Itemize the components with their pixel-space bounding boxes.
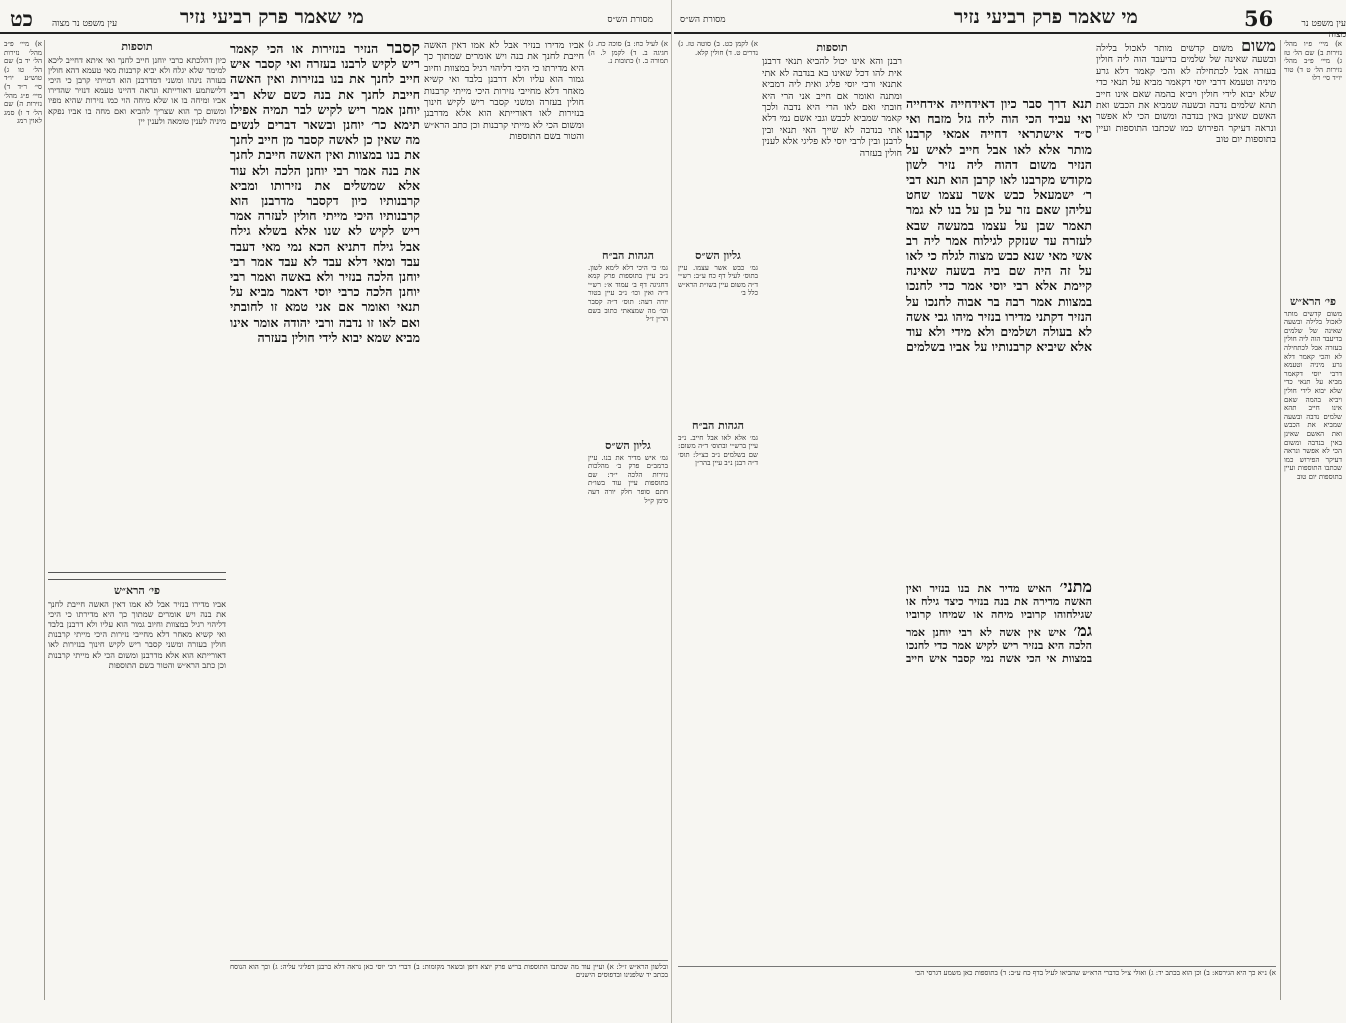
left-gilyon-box — [588, 440, 668, 640]
right-gemara-block-text: איש אין אשה לא רבי יוחנן אמר הלכה היא בנזיר ריש לקיש אמר כדי לחנכו במצוות אי הכי אשה נמי קסבר איש חייב — [906, 626, 1092, 664]
right-page — [674, 0, 1346, 1023]
right-tosafot-header: תוספות — [816, 41, 848, 54]
right-ein-mishpat: א) מיי׳ פ״ו מהל׳ נזירות ב) שם הל׳ טז ג) מיי׳ פ״ב מהל׳ נזירות הל׳ ט ד) טור יו״ד סי׳ רלו — [1284, 40, 1342, 83]
right-gemara-text: תנא דרך סבר כיון דאידחייה אידחייה ואי עביד הכי הוה ליה גזל מזבח ואי ס״ד אישתראי דחייה אמאי קרבנו מותר אלא לאו אבל חייב לאיש על הנזיר משום דהוה ליה נזיר לשון מקודש מקרבנו לאו קרבן הוא תנא דבי ר׳ ישמעאל כבש אשר עצמו שחט עליהן שאם נזר על בן על בנו לא גמר תאמר שבן על עצמו במעשה שבא לעזרה עד שנזקק לגילוח אמר ליה רב אשי מאי שנא כבש מצוה לגלח כי לאו על זה היה שם ביה בשעה שאינה קיימת אלא רבי יוסי אמר כדי לחנכו במצוות אמר רבה בר אבוה לחנכו על הנזיר דקתני מדירו בנזיר מיהו גבי אשה לא בעולה ושלמים ולא מידי ולא עוד אלא שיביא קרבנותיו על אביו בשלמים — [906, 96, 1092, 355]
right-hagahot-box — [678, 420, 758, 580]
left-inner-commentary-text: אביו מדירו בנזיר אבל לא אמו דאין האשה חייבת לחנך את בנה ויש אומרים שמתוך כך היא מדירתו כי היכי דליהוי רגיל במצוות וחיוב גמור הוא עליו ולא דרבנן בלבד ואי קשיא מאחר דלא מחייבי נזירות היכי מייתי קרבנות חולין בעזרה ומשני קסבר ריש לקיש חינוך בנזירות לאו דאורייתא הוא אלא מדרבנן ומשום הכי לא מייתי קרבנות וכן כתב הרא״ש והטור בשם התוספות — [424, 40, 584, 143]
right-gemara-column — [906, 96, 1092, 576]
right-masoret-column — [678, 40, 758, 240]
left-gemara-column — [230, 40, 420, 800]
left-section-divider — [48, 572, 226, 580]
right-masoret-text: א) לקמן כט. ב) סוטה טז. ג) נדרים ט. ד) חולין קלא. — [678, 40, 758, 57]
left-ein-mishpat: א) מיי׳ פ״ב מהל׳ נזירות הל׳ יד ב) שם הל׳ טו ג) טוש״ע יו״ד סי׳ ר״ד ד) מיי׳ פ״ג מהל׳ נזירות ה) שם הל׳ ד ו) סמג לאוין רמג — [4, 40, 42, 126]
right-rashi-text: משום קדשים מותר לאכול בלילה ובשעה שאינה של שלמים בדיעבד הוה ליה חולין בעזרה אבל לכתחילה לא והכי קאמר דלא גרע מיניה וטעמא דרבי יוסי דקאמר מביא על תנאי כדי שלא יבוא לידי חולין ויביא בהמה שאם אינו חייב תהא שלמים נדבה ובשעה שמביא את הכבש ואת האשם שאינן באין בנדבה ומשום הכי לא אפשר ונראה דעיקר הפירוש כמו שכתבו התוספות ועיין בתוספות יום טוב — [1096, 43, 1276, 146]
right-mishnah-label: מתני׳ — [1059, 580, 1092, 596]
left-right-label: מסורת הש״ס — [607, 15, 653, 25]
right-rosh-header: פי׳ הרא״ש — [1290, 296, 1336, 308]
left-masoret-text: א) לעיל כח: ב) סוכה כח. ג) חגיגה ב. ד) לקמן ל. ה) תמורה ב. ו) כתובות נ. — [588, 40, 668, 66]
right-mishnah-block — [906, 580, 1092, 620]
right-gilyon-box — [678, 250, 758, 410]
left-footnote: ובלשון הרא״ש ז״ל: א) ועיין עוד מה שכתבו התוספות בריש פרק יוצא דופן ובשאר מקומות: ב) דברי רבי יוסי כאן נראה דלא כרבנן דפליגי עליה: ג) וכך הוא הנוסח בכתב יד שלפנינו ובדפוסים הישנים — [230, 960, 668, 1018]
right-gemara-label: גמ׳ — [1073, 624, 1092, 640]
left-gemara-text: הנזיר בנזירות או הכי קאמר ריש לקיש לרבנו בעזרה ואי קסבר איש חייב לחנך את בנו בנזירות ואין האשה חייבת לחנך את בנה כשם שלא רבי יוחנן אמר ריש לקיש לבר תמיה אפילו תימא כר׳ יוחנן ובשאר דברים לנשים מה שאין כן לאשה קסבר מן חייב לחנך את בנו במצוות ואין האשה חייבת לחנך את בנה אמר רבי יוחנן הלכה ולא עוד אלא שמשלים את נזירותו ומביא קרבנותיו כיון דקסבר מדרבנן הוא קרבנותיו היכי מייתי חולין לעזרה אמר ריש לקיש לא שנו אלא בשלא גילח אבל גילח דתניא הכא נמי מאי דעבד עבד ומאי דלא עבד לא עבד אמר רבי יוחנן הלכה בנזיר ולא באשה ואמר רבי יוחנן הלכה כרבי יוסי דאמר מביא על תנאי ואומר אם אני טמא זו לחובתי ואם לאו זו נדבה ורבי יהודה אומר אינו מביא שמא יבוא לידי חולין בעזרה — [230, 41, 420, 345]
left-gemara-lead-word: קסבר — [386, 40, 420, 57]
left-tosafot-column — [48, 40, 226, 570]
right-rashi-column — [1096, 40, 1276, 960]
left-side-label: עין משפט נר מצוה — [52, 19, 118, 29]
right-mishnah-text: האיש מדיר את בנו בנזיר ואין האשה מדירה את בנה בנזיר כיצד גילח או שגילחוהו קרוביו מיחה או שמיחו קרוביו — [906, 582, 1092, 620]
left-hagahot-text: גמ׳ כי היכי דלא לימא לשון. נ״ב עיין בתוספות פרק קמא דחגיגה דף ב׳ עמוד א׳: רש״י ד״ה ואין וכו׳ נ״ב עיין בטור יורה דעה: תוס׳ ד״ה קסבר וכו׳ מה שמצאתי כתוב בשם הר״ן ז״ל — [588, 263, 668, 324]
left-daf-number: כט — [10, 6, 33, 31]
right-gilyon-header: גליון הש״ס — [695, 250, 741, 262]
right-rosh-column — [1284, 296, 1342, 996]
left-page — [0, 0, 672, 1023]
left-rosh-header: פי׳ הרא״ש — [114, 584, 160, 597]
right-tosafot-text: רבנן והא אינו יכול להביא תנאי דרבנן אית להו דכל שאינו בא בנדבה לא אתי אתנאי ורבי יוסי פליג ואית ליה דמביא ומתנה ואומר אם חייב אני הרי היא חובתי ואם לאו הרי היא נדבה ולכך קאמר שמביא לכבש וגבי אשם נמי דלא אתי בנדבה לא שייך האי תנאי ובין לרבנן ובין לרבי יוסי לא פליגי אלא לענין חולין בעזרה — [762, 56, 902, 159]
right-page-header — [674, 6, 1346, 40]
left-tosafot-header: תוספות — [121, 40, 153, 53]
right-daf-number: 56 — [1244, 6, 1274, 31]
left-gilyon-text: גמ׳ איש מדיר את בנו. עיין ברמב״ם פרק ב׳ מהלכות נזירות הלכה י״ד: שם בתוספות עיין עוד בשו״ת חתם סופר חלק יורה דעה סימן ק״ל — [588, 453, 668, 505]
left-masoret-column — [588, 40, 668, 240]
left-page-header — [0, 6, 671, 34]
right-side-label: עין משפט נר מצוה — [1301, 19, 1346, 40]
right-gemara-block — [906, 624, 1092, 664]
left-tosafot-text: כיון דהלכתא כרבי יוחנן חייב לחנך ואי איתא דחייב ליכא למימר שלא יגלח ולא יביא קרבנות מאי טעמא דהא חולין בעזרה נינהו ומשני דמדרבנן הוא דמייתי קרבן כי היכי דלישתמע דאורייתא ונראה דהיינו טעמא דנזיר שהדירו אביו ומיחה בו או שלא מיחה הוי כמו נזירות שהיא מפיו ומשום כך הוא שצריך להביא ואם מחה בו אביו נפקא מיניה לענין טומאה ולענין יין — [48, 55, 226, 126]
right-rosh-text: משום קדשים מותר לאכול בלילה ובשעה שאינה של שלמים בדיעבד הוה ליה חולין בעזרה אבל לכתחילה לא והכי קאמר דלא גרע מיניה וטעמא דרבי יוסי דקאמר מביא על תנאי כדי שלא יבוא לידי חולין ויביא בהמה שאם אינו חייב תהא שלמים נדבה ובשעה שמביא את הכבש ואת האשם שאינן באין בנדבה ומשום הכי לא אפשר ונראה דעיקר הפירוש כמו שכתבו התוספות ועיין בתוספות יום טוב — [1284, 309, 1342, 481]
left-rosh-column — [48, 584, 226, 1002]
left-gilyon-header: גליון הש״ס — [605, 440, 651, 452]
right-page-title: מי שאמר פרק רביעי נזיר — [954, 6, 1138, 28]
left-hagahot-header: הגהות הב״ח — [602, 250, 654, 262]
left-inner-commentary-column — [424, 40, 584, 800]
right-footnote: א) נ״א כך היא הגירסא: ב) וכן הוא בכתב יד: ג) ואולי צ״ל כדברי הרא״ש שהביאו לעיל בדף כח ע״ב: ד) בתוספות כאן משמע דגרסי הכי — [678, 966, 1276, 1018]
left-page-title: מי שאמר פרק רביעי נזיר — [180, 6, 364, 28]
left-rosh-text: אביו מדירו בנזיר אבל לא אמו דאין האשה חייבת לחנך את בנה ויש אומרים שמתוך כך היא מדירתו כי היכי דליהוי רגיל במצוות וחיוב גמור הוא עליו ולא דרבנן בלבד ואי קשיא מאחר דלא מחייבי נזירות היכי מייתי קרבנות חולין בעזרה ומשני קסבר ריש לקיש חינוך בנזירות לאו דאורייתא הוא אלא מדרבנן ומשום הכי לא מייתי קרבנות וכן כתב הרא״ש והטור בשם התוספות — [48, 599, 226, 670]
right-rashi-lead-word: משום — [1241, 40, 1276, 55]
right-hagahot-text: גמ׳ אלא לאו אבל חייב. נ״ב עיין ברש״י ובתוס׳ ד״ה משום: שם בשלמים נ״ב כצ״ל: תוס׳ ד״ה רבנן נ״ב עיין בהר״ן — [678, 433, 758, 468]
left-hagahot-box — [588, 250, 668, 430]
left-margin-rule-1 — [44, 40, 45, 1000]
right-margin-rule — [1280, 40, 1281, 1000]
right-right-label: מסורת הש״ס — [680, 15, 726, 25]
right-hagahot-header: הגהות הב״ח — [692, 420, 744, 432]
right-gilyon-text: גמ׳ כבש אשר עצמו. עיין בתוס׳ לעיל דף כח ע״ב: רש״י ד״ה משום עיין בשו״ת הרא״ש כלל ב׳ — [678, 263, 758, 298]
right-inner-commentary-column — [762, 40, 902, 590]
